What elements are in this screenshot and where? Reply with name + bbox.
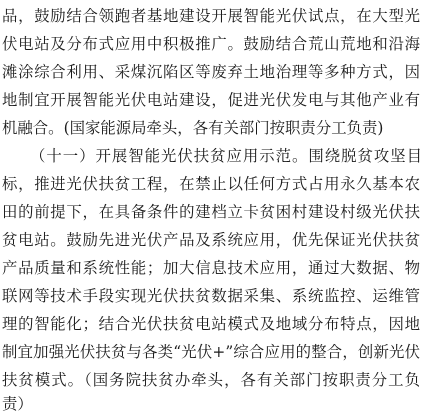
text-line-7: 标，推进光伏扶贫工程，在禁止以任何方式占用永久基本农 (2, 175, 420, 193)
text-line-2: 伏电站及分布式应用中积极推广。鼓励结合荒山荒地和沿海 (2, 35, 420, 53)
text-line-5: 机融合。(国家能源局牵头，各有关部门按职责分工负责) (2, 119, 384, 137)
text-line-9: 贫电站。鼓励先进光伏产品及系统应用，优先保证光伏扶贫 (2, 231, 420, 249)
section-heading-line: （十一）开展智能光伏扶贫应用示范。围绕脱贫攻坚目 (30, 147, 422, 165)
text-line-10: 产品质量和系统性能；加大信息技术应用，通过大数据、物 (2, 259, 420, 277)
text-line-11: 联网等技术手段实现光伏扶贫数据采集、系统监控、运维管 (2, 287, 420, 305)
text-line-1: 品，鼓励结合领跑者基地建设开展智能光伏试点，在大型光 (2, 7, 420, 25)
text-line-13: 制宜加强光伏扶贫与各类“光伏+”综合应用的整合，创新光伏 (2, 343, 420, 361)
text-line-4: 地制宜开展智能光伏电站建设，促进光伏发电与其他产业有 (2, 91, 420, 109)
text-line-15: 责） (2, 395, 33, 413)
text-line-8: 田的前提下，在具备条件的建档立卡贫困村建设村级光伏扶 (2, 203, 420, 221)
text-line-3: 滩涂综合利用、采煤沉陷区等废弃土地治理等多种方式，因 (2, 63, 420, 81)
text-line-14: 扶贫模式。（国务院扶贫办牵头，各有关部门按职责分工负 (2, 371, 420, 389)
text-line-12: 理的智能化；结合光伏扶贫电站模式及地域分布特点，因地 (2, 315, 420, 333)
